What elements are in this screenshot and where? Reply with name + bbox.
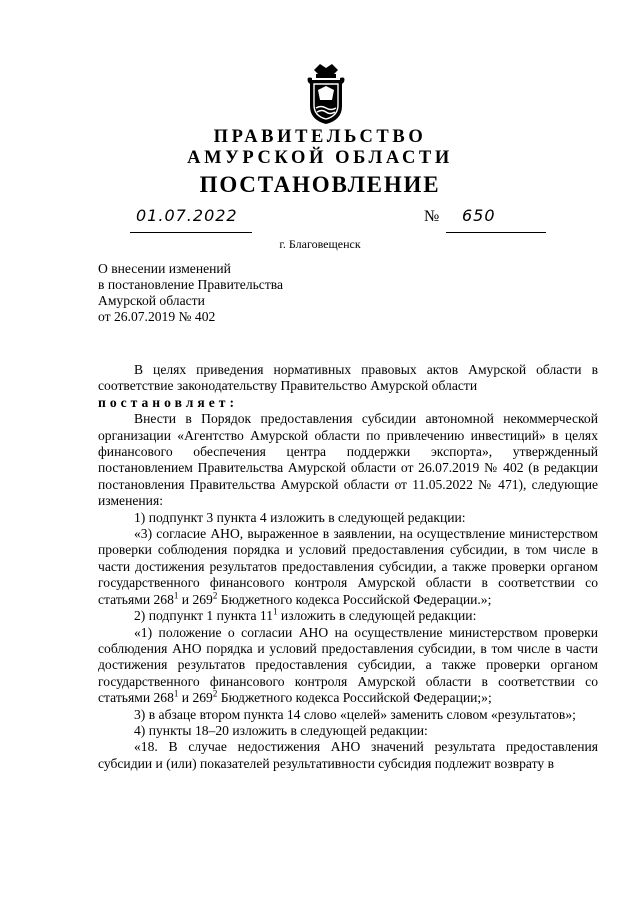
decree-word-paragraph	[98, 395, 598, 411]
body-paragraph	[98, 625, 598, 707]
handwritten-number: 650	[462, 206, 496, 225]
text-run: 2) подпункт 1 пункта 11	[134, 608, 274, 624]
text-run: «3) согласие АНО, выраженное в заявлении, на осуществление министерством проверки соблюдения порядка и условий предоставления субсидии, в том числе в части достижения результатов предоставления субсидии, а также проверки органом государственного финансового контроля Амурской области в соответствии со статьями 268	[98, 526, 598, 607]
document-subject	[98, 261, 283, 325]
handwritten-date: 01.07.2022	[136, 206, 238, 225]
body-paragraph	[98, 608, 598, 624]
document-type-heading: ПОСТАНОВЛЕНИЕ	[199, 172, 441, 197]
superscript: 1	[273, 606, 278, 617]
document-body	[98, 362, 598, 772]
subject-line: Амурской области	[98, 293, 205, 308]
superscript: 1	[173, 590, 179, 601]
government-heading: ПРАВИТЕЛЬСТВО	[213, 127, 427, 147]
body-paragraph: «18. В случае недостижения АНО значений результата предоставления субсидии и (или) показателей результативности субсидия подлежит возврату в	[98, 739, 598, 771]
text-run: «1) положение о согласии АНО на осуществление министерством проверки соблюдения АНО порядка и условий предоставления субсидии, в том числе в части достижения результатов предоставления субсидии, а также проверки органом государственного финансового контроля Амурской области в соответствии со статьями 268	[98, 624, 598, 706]
preamble-paragraph: В целях приведения нормативных правовых актов Амурской области в соответствие законодательству Правительство Амурской области	[98, 362, 598, 394]
number-sign: №	[424, 208, 440, 225]
body-paragraph: Внести в Порядок предоставления субсидии автономной некоммерческой организации «Агентство Амурской области по привлечению инвестиций» в целях финансового обеспечения центра поддержки экспорта», утвержденный постановлением Правительства Амурской области от 26.07.2019 № 402 (в редакции постановления Правительства Амурской области от 11.05.2022 № 471), следующие изменения:	[98, 411, 598, 509]
text-run: Бюджетного кодекса Российской Федерации.»;	[217, 591, 492, 607]
superscript: 2	[212, 688, 218, 699]
city-label: г. Благовещенск	[279, 237, 361, 251]
subject-line: от 26.07.2019 № 402	[98, 309, 216, 324]
body-paragraph	[98, 526, 598, 608]
region-heading: АМУРСКОЙ ОБЛАСТИ	[187, 148, 453, 168]
body-paragraph: 1) подпункт 3 пункта 4 изложить в следующей редакции:	[134, 509, 466, 525]
number-field	[446, 206, 546, 233]
superscript: 2	[212, 590, 218, 601]
text-run: изложить в следующей редакции:	[277, 608, 477, 624]
body-paragraph: 3) в абзаце втором пункта 14 слово «целей» заменить словом «результатов»;	[134, 706, 576, 722]
body-paragraph: 4) пункты 18–20 изложить в следующей редакции:	[134, 722, 428, 738]
text-run: Бюджетного кодекса Российской Федерации;»;	[217, 690, 492, 706]
text-run: и 269	[178, 690, 213, 706]
superscript: 1	[173, 688, 179, 699]
subject-line: О внесении изменений	[98, 261, 231, 276]
subject-line: в постановление Правительства	[98, 277, 284, 292]
coat-of-arms-icon	[300, 60, 352, 126]
date-field	[130, 206, 252, 233]
text-run: и 269	[178, 591, 213, 607]
decree-word: постановляет:	[98, 394, 238, 410]
